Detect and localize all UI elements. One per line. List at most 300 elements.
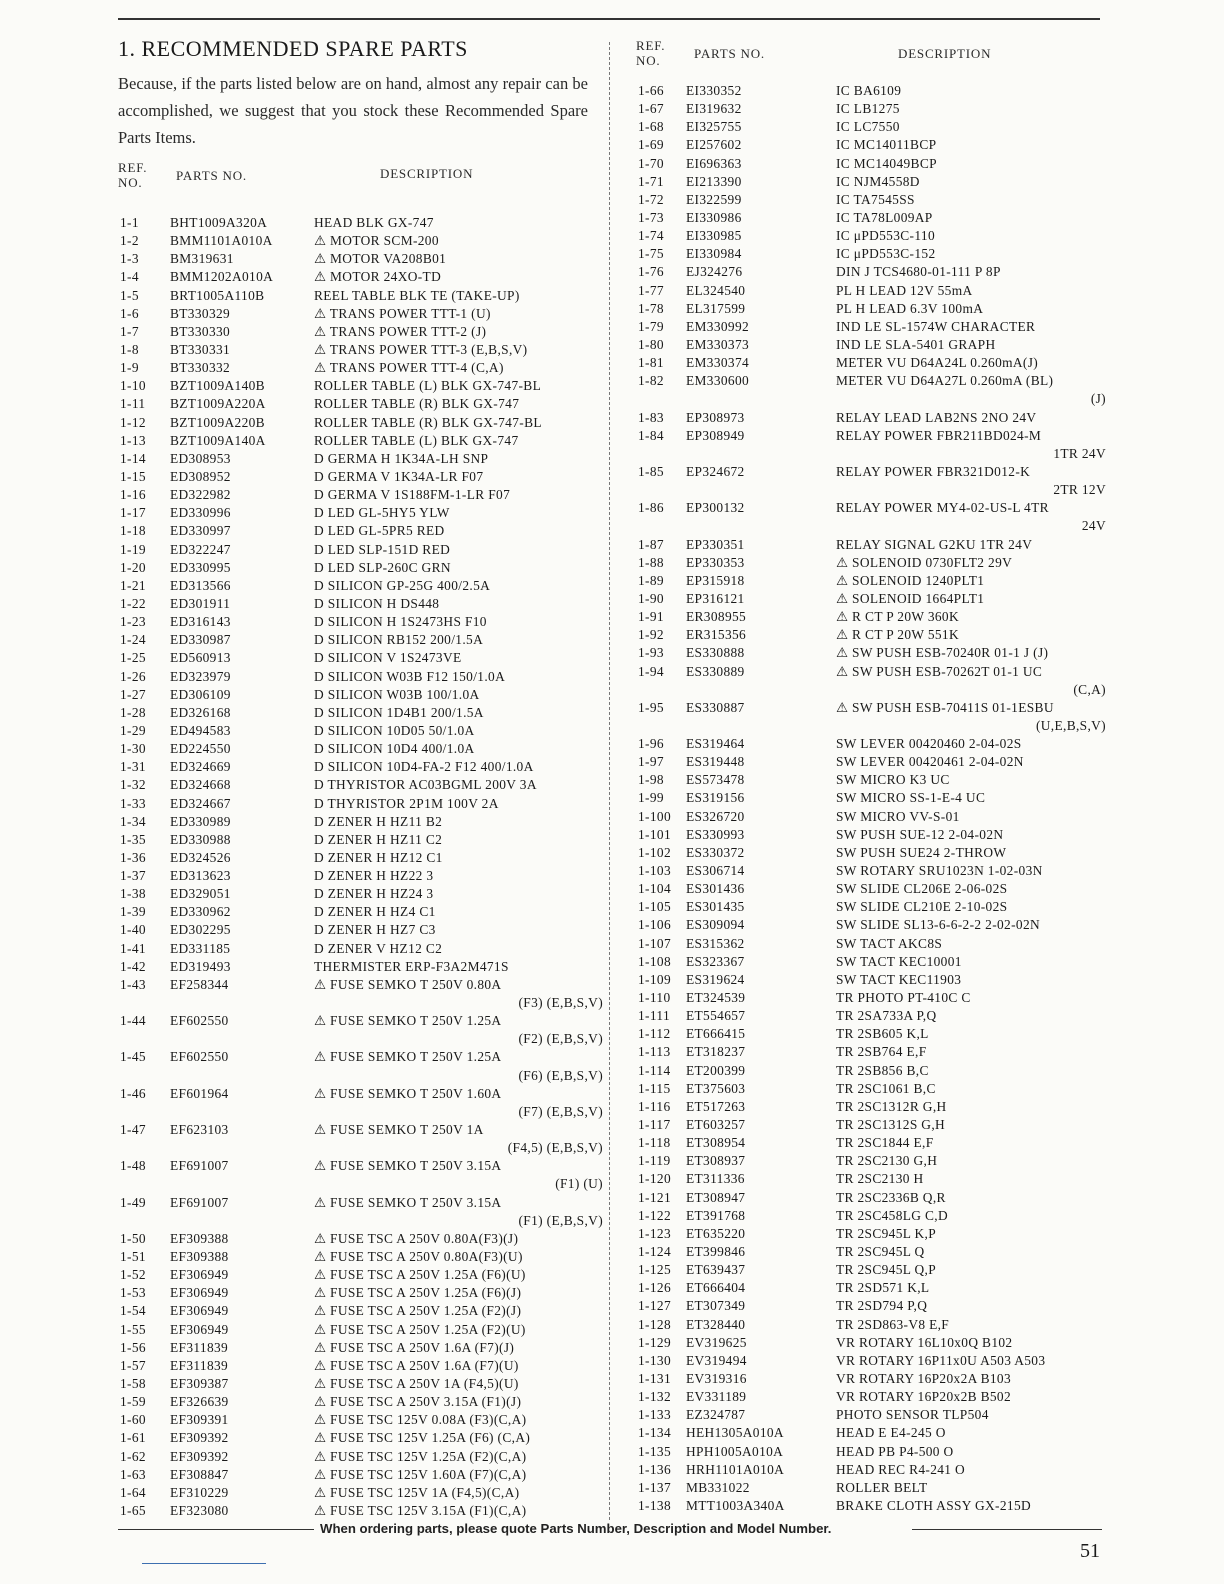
description-cell: IND LE SL-1574W CHARACTER [836, 318, 1036, 334]
header-description: DESCRIPTION [898, 46, 992, 61]
parts-no-cell: ET639437 [686, 1262, 746, 1278]
table-row [636, 1189, 1106, 1207]
table-row [118, 1429, 603, 1447]
ref-no-cell: 1-15 [120, 468, 146, 484]
table-row [118, 432, 603, 450]
ref-no-cell: 1-38 [120, 886, 146, 902]
parts-no-cell: EM330992 [686, 318, 750, 334]
description-cell: IC LC7550 [836, 119, 900, 135]
table-row [118, 232, 603, 250]
table-row [636, 1025, 1106, 1043]
ref-no-cell: 1-55 [120, 1321, 146, 1337]
header-parts-no: PARTS NO. [176, 168, 247, 183]
description-continuation: (F7) (E,B,S,V) [518, 1103, 603, 1119]
table-row [636, 608, 1106, 626]
ref-no-cell: 1-84 [638, 427, 664, 443]
parts-no-cell: EF309392 [170, 1448, 229, 1464]
parts-no-cell: BT330329 [170, 305, 231, 321]
table-row [636, 1134, 1106, 1152]
ref-no-cell: 1-116 [638, 1098, 671, 1114]
parts-no-cell: ET308954 [686, 1135, 746, 1151]
parts-no-cell: EM330373 [686, 336, 750, 352]
parts-no-cell: ED330997 [170, 523, 231, 539]
table-row [636, 1279, 1106, 1297]
table-row [118, 214, 603, 232]
table-row [636, 898, 1106, 916]
parts-no-cell: HPH1005A010A [686, 1443, 784, 1459]
ref-no-cell: 1-125 [638, 1262, 671, 1278]
table-row [118, 1248, 603, 1266]
parts-no-cell: ET391768 [686, 1207, 746, 1223]
parts-no-cell: ER308955 [686, 609, 747, 625]
parts-no-cell: EF323080 [170, 1502, 229, 1518]
parts-no-cell: EV319625 [686, 1334, 747, 1350]
table-row [118, 940, 603, 958]
parts-no-cell: EL317599 [686, 300, 746, 316]
parts-no-cell: BZT1009A140B [170, 378, 265, 394]
ref-no-cell: 1-68 [638, 119, 664, 135]
table-row [636, 463, 1106, 481]
table-row [636, 590, 1106, 608]
ref-no-cell: 1-34 [120, 813, 146, 829]
table-row [636, 753, 1106, 771]
table-row [118, 1085, 603, 1103]
table-row [118, 958, 603, 976]
table-row [118, 867, 603, 885]
parts-no-cell: EZ324787 [686, 1407, 746, 1423]
table-row [636, 1080, 1106, 1098]
parts-no-cell: BT330331 [170, 341, 231, 357]
ref-no-cell: 1-100 [638, 808, 671, 824]
table-row [636, 263, 1106, 281]
description-cell: TR 2SC2130 H [836, 1171, 924, 1187]
ref-no-cell: 1-130 [638, 1352, 671, 1368]
ref-no-cell: 1-54 [120, 1303, 146, 1319]
table-row [118, 1067, 603, 1085]
ref-no-cell: 1-46 [120, 1085, 146, 1101]
ref-no-cell: 1-65 [120, 1502, 146, 1518]
description-cell: ⚠ MOTOR VA208B01 [314, 251, 447, 267]
description-cell: D SILICON 10D4 400/1.0A [314, 741, 475, 757]
parts-no-cell: EF691007 [170, 1158, 229, 1174]
description-cell: SW TACT KEC10001 [836, 953, 962, 969]
description-cell: D ZENER H HZ7 C3 [314, 922, 436, 938]
description-cell: ⚠ MOTOR 24XO-TD [314, 269, 442, 285]
description-cell: D LED SLP-151D RED [314, 541, 451, 557]
table-row [118, 831, 603, 849]
ref-no-cell: 1-115 [638, 1080, 671, 1096]
ref-no-cell: 1-8 [120, 341, 139, 357]
description-cell: D SILICON GP-25G 400/2.5A [314, 577, 491, 593]
ref-no-cell: 1-56 [120, 1339, 146, 1355]
table-row [636, 1479, 1106, 1497]
table-header [118, 160, 603, 204]
description-cell: D THYRISTOR 2P1M 100V 2A [314, 795, 499, 811]
ref-no-cell: 1-13 [120, 432, 146, 448]
description-cell: SW LEVER 00420460 2-04-02S [836, 736, 1022, 752]
parts-no-cell: ED322247 [170, 541, 231, 557]
description-cell: D ZENER H HZ11 B2 [314, 813, 443, 829]
table-row [636, 82, 1106, 100]
parts-no-cell: ED324526 [170, 849, 231, 865]
description-cell: ⚠ FUSE TSC 125V 0.08A (F3)(C,A) [314, 1412, 527, 1428]
description-cell: TR 2SC1844 E,F [836, 1135, 934, 1151]
description-cell: TR 2SC2336B Q,R [836, 1189, 946, 1205]
description-cell: D GERMA V 1K34A-LR F07 [314, 468, 484, 484]
description-cell: SW MICRO SS-1-E-4 UC [836, 790, 986, 806]
ref-no-cell: 1-21 [120, 577, 146, 593]
parts-no-cell: BZT1009A220B [170, 414, 265, 430]
ref-no-cell: 1-112 [638, 1026, 671, 1042]
description-cell: SW PUSH SUE-12 2-04-02N [836, 826, 1004, 842]
table-row [118, 921, 603, 939]
description-cell: TR 2SD794 P,Q [836, 1298, 928, 1314]
table-row [636, 1370, 1106, 1388]
table-row [118, 813, 603, 831]
description-cell: D LED SLP-260C GRN [314, 559, 451, 575]
parts-no-cell: ES330993 [686, 826, 745, 842]
description-cell: TR 2SC1312R G,H [836, 1098, 947, 1114]
ref-no-cell: 1-17 [120, 505, 146, 521]
description-cell: ⚠ TRANS POWER TTT-1 (U) [314, 305, 491, 321]
description-cell: SW SLIDE CL206E 2-06-02S [836, 881, 1008, 897]
parts-no-cell: EF309391 [170, 1412, 229, 1428]
parts-no-cell: EF309388 [170, 1249, 229, 1265]
parts-no-cell: EV319316 [686, 1370, 747, 1386]
parts-no-cell: HEH1305A010A [686, 1425, 784, 1441]
ref-no-cell: 1-76 [638, 264, 664, 280]
parts-no-cell: EF306949 [170, 1285, 229, 1301]
parts-no-cell: ED331185 [170, 940, 231, 956]
ref-no-cell: 1-86 [638, 500, 664, 516]
description-cell: TR 2SC2130 G,H [836, 1153, 938, 1169]
description-cell: D SILICON H 1S2473HS F10 [314, 614, 487, 630]
description-cell: ⚠ R CT P 20W 360K [836, 609, 959, 625]
table-row [636, 1243, 1106, 1261]
footer-rule-left [118, 1529, 314, 1530]
table-row [118, 595, 603, 613]
ref-no-cell: 1-61 [120, 1430, 146, 1446]
description-cell: RELAY POWER FBR321D012-K [836, 463, 1031, 479]
description-cell: TR PHOTO PT-410C C [836, 990, 971, 1006]
parts-no-cell: ED330995 [170, 559, 231, 575]
description-cell: ⚠ FUSE SEMKO T 250V 1A [314, 1122, 484, 1138]
description-continuation: (F2) (E,B,S,V) [518, 1031, 603, 1047]
ref-no-cell: 1-121 [638, 1189, 671, 1205]
description-cell: SW MICRO VV-S-01 [836, 808, 960, 824]
ref-no-cell: 1-92 [638, 627, 664, 643]
ref-no-cell: 1-124 [638, 1244, 671, 1259]
parts-no-cell: BZT1009A140A [170, 432, 266, 448]
ref-no-cell: 1-59 [120, 1394, 146, 1410]
ref-no-cell: 1-120 [638, 1171, 671, 1187]
table-row [118, 994, 603, 1012]
ref-no-cell: 1-12 [120, 414, 146, 430]
parts-no-cell: EI330352 [686, 83, 742, 98]
top-rule [118, 18, 1100, 20]
table-row [636, 155, 1106, 173]
description-cell: D LED GL-5HY5 YLW [314, 505, 450, 521]
table-row [636, 844, 1106, 862]
description-continuation: 1TR 24V [1053, 445, 1106, 461]
description-cell: ⚠ SOLENOID 1664PLT1 [836, 590, 985, 606]
description-cell: TR 2SC945L K,P [836, 1225, 937, 1241]
description-cell: ⚠ FUSE SEMKO T 250V 1.25A [314, 1013, 502, 1029]
table-row [118, 1484, 603, 1502]
parts-no-cell: EI330986 [686, 209, 742, 225]
ref-no-cell: 1-19 [120, 541, 146, 557]
ref-no-cell: 1-117 [638, 1117, 671, 1133]
parts-no-cell: ED319493 [170, 958, 231, 974]
description-cell: TR 2SC1061 B,C [836, 1080, 936, 1096]
parts-no-cell: ES306714 [686, 863, 745, 879]
table-row [118, 1284, 603, 1302]
table-row [636, 554, 1106, 572]
parts-no-cell: EI325755 [686, 119, 742, 135]
ref-no-cell: 1-43 [120, 976, 146, 992]
description-cell: THERMISTER ERP-F3A2M471S [314, 958, 509, 974]
parts-no-cell: EF308847 [170, 1466, 229, 1482]
parts-no-cell: ED329051 [170, 886, 231, 902]
ref-no-cell: 1-27 [120, 686, 146, 702]
description-continuation: (U,E,B,S,V) [1035, 717, 1106, 733]
ref-no-cell: 1-93 [638, 645, 664, 661]
ref-no-cell: 1-69 [638, 137, 664, 153]
ref-no-cell: 1-83 [638, 409, 664, 425]
description-cell: HEAD E E4-245 O [836, 1425, 946, 1441]
parts-no-cell: EL324540 [686, 282, 746, 298]
ref-no-cell: 1-16 [120, 487, 146, 503]
ref-no-cell: 1-31 [120, 759, 146, 775]
ref-no-cell: 1-74 [638, 228, 664, 244]
description-continuation: (F3) (E,B,S,V) [518, 995, 603, 1011]
table-row [118, 1030, 603, 1048]
table-row [636, 953, 1106, 971]
table-row [118, 668, 603, 686]
ref-no-cell: 1-101 [638, 826, 671, 842]
table-row [118, 323, 603, 341]
table-row [118, 268, 603, 286]
parts-no-cell: ED308952 [170, 468, 231, 484]
parts-no-cell: ED322982 [170, 487, 231, 503]
table-row [118, 305, 603, 323]
description-cell: TR 2SD571 K,L [836, 1280, 930, 1296]
ref-no-cell: 1-70 [638, 155, 664, 171]
parts-no-cell: ET324539 [686, 990, 746, 1006]
ref-no-cell: 1-33 [120, 795, 146, 811]
table-row [636, 1170, 1106, 1188]
description-continuation: (F1) (E,B,S,V) [518, 1212, 603, 1228]
parts-no-cell: EI696363 [686, 155, 742, 171]
parts-no-cell: ES315362 [686, 935, 745, 951]
description-cell: ⚠ FUSE TSC 125V 1.60A (F7)(C,A) [314, 1466, 527, 1482]
table-row [636, 390, 1106, 408]
ref-no-cell: 1-63 [120, 1466, 146, 1482]
parts-no-cell: EP300132 [686, 500, 745, 516]
intro-paragraph: Because, if the parts listed below are on hand, almost any repair can be accomplished, we suggest that you stock these Recommended Spare Parts Items. [118, 74, 588, 147]
parts-no-cell: ES309094 [686, 917, 745, 933]
ref-no-cell: 1-85 [638, 463, 664, 479]
column-divider [609, 42, 610, 1520]
table-row [118, 1357, 603, 1375]
description-cell: PHOTO SENSOR TLP504 [836, 1407, 989, 1423]
ref-no-cell: 1-36 [120, 849, 146, 865]
ref-no-cell: 1-97 [638, 754, 664, 770]
parts-no-cell: EF310229 [170, 1484, 229, 1500]
description-cell: ROLLER TABLE (R) BLK GX-747-BL [314, 414, 542, 430]
ref-no-cell: 1-51 [120, 1249, 146, 1265]
description-continuation: (F4,5) (E,B,S,V) [507, 1140, 603, 1156]
ref-no-cell: 1-119 [638, 1153, 671, 1169]
parts-list [636, 82, 1106, 1515]
description-continuation: 2TR 12V [1053, 482, 1106, 498]
description-cell: HEAD REC R4-241 O [836, 1461, 966, 1477]
ref-no-cell: 1-6 [120, 305, 139, 321]
parts-no-cell: ES319624 [686, 971, 745, 987]
parts-no-cell: EF602550 [170, 1013, 229, 1029]
table-row [118, 758, 603, 776]
table-row [118, 1266, 603, 1284]
ref-no-cell: 1-77 [638, 282, 664, 298]
parts-no-cell: ET554657 [686, 1008, 746, 1024]
ref-no-cell: 1-99 [638, 790, 664, 806]
description-cell: IC LB1275 [836, 101, 900, 117]
ref-no-cell: 1-108 [638, 953, 671, 969]
description-cell: D THYRISTOR AC03BGML 200V 3A [314, 777, 537, 793]
ref-no-cell: 1-126 [638, 1280, 671, 1296]
table-row [636, 1316, 1106, 1334]
ref-no-cell: 1-104 [638, 881, 671, 897]
ref-no-cell: 1-78 [638, 300, 664, 316]
table-row [636, 1116, 1106, 1134]
ref-no-cell: 1-22 [120, 595, 146, 611]
description-cell: SW MICRO K3 UC [836, 772, 950, 788]
header-ref-no: REF. NO. [636, 38, 666, 68]
description-cell: ⚠ R CT P 20W 551K [836, 627, 959, 643]
table-row [636, 173, 1106, 191]
description-cell: SW TACT AKC8S [836, 935, 943, 951]
table-row [636, 771, 1106, 789]
parts-no-cell: EP308949 [686, 427, 745, 443]
header-parts-no: PARTS NO. [694, 46, 765, 61]
ref-no-cell: 1-41 [120, 940, 146, 956]
description-cell: SW SLIDE CL210E 2-10-02S [836, 899, 1008, 915]
parts-no-cell: ET517263 [686, 1098, 746, 1114]
ref-no-cell: 1-114 [638, 1062, 671, 1078]
table-row [636, 1098, 1106, 1116]
parts-no-cell: ES301436 [686, 881, 745, 897]
table-row [118, 613, 603, 631]
table-row [636, 644, 1106, 662]
parts-no-cell: EI330984 [686, 246, 742, 262]
parts-no-cell: ED224550 [170, 741, 231, 757]
parts-no-cell: ES330888 [686, 645, 745, 661]
parts-no-cell: EI257602 [686, 137, 742, 153]
ref-no-cell: 1-90 [638, 590, 664, 606]
ref-no-cell: 1-110 [638, 990, 671, 1006]
parts-no-cell: ED308953 [170, 450, 231, 466]
table-row [636, 499, 1106, 517]
table-row [636, 300, 1106, 318]
table-row [118, 287, 603, 305]
parts-no-cell: EF623103 [170, 1122, 229, 1138]
ref-no-cell: 1-82 [638, 373, 664, 389]
parts-no-cell: EF306949 [170, 1267, 229, 1283]
section-title: 1. RECOMMENDED SPARE PARTS [118, 36, 468, 61]
ref-no-cell: 1-89 [638, 572, 664, 588]
table-row [118, 559, 603, 577]
description-cell: D GERMA H 1K34A-LH SNP [314, 450, 489, 466]
description-cell: ⚠ FUSE TSC A 250V 1A (F4,5)(U) [314, 1376, 519, 1391]
description-cell: ⚠ FUSE SEMKO T 250V 3.15A [314, 1194, 502, 1210]
scan-mark [142, 1563, 266, 1564]
ref-no-cell: 1-60 [120, 1412, 146, 1428]
ref-no-cell: 1-96 [638, 736, 664, 752]
table-row [118, 486, 603, 504]
parts-no-cell: ED494583 [170, 722, 231, 738]
parts-no-cell: EF602550 [170, 1049, 229, 1065]
table-row [636, 735, 1106, 753]
ref-no-cell: 1-57 [120, 1357, 146, 1373]
description-cell: RELAY POWER MY4-02-US-L 4TR [836, 500, 1049, 516]
description-cell: SW ROTARY SRU1023N 1-02-03N [836, 863, 1043, 879]
description-cell: ROLLER TABLE (R) BLK GX-747 [314, 396, 520, 412]
table-row [118, 903, 603, 921]
parts-no-cell: ED330987 [170, 632, 231, 648]
ref-no-cell: 1-52 [120, 1267, 146, 1283]
table-row [636, 209, 1106, 227]
parts-no-cell: BT330332 [170, 360, 231, 376]
ref-no-cell: 1-3 [120, 251, 139, 267]
parts-no-cell: EP330351 [686, 536, 745, 552]
description-cell: ⚠ FUSE TSC A 250V 1.25A (F2)(U) [314, 1321, 526, 1337]
ref-no-cell: 1-9 [120, 360, 139, 376]
ref-no-cell: 1-113 [638, 1044, 671, 1060]
ref-no-cell: 1-128 [638, 1316, 671, 1332]
table-row [636, 1461, 1106, 1479]
table-row [636, 699, 1106, 717]
ref-no-cell: 1-62 [120, 1448, 146, 1464]
description-cell: ROLLER BELT [836, 1479, 928, 1495]
table-row [636, 626, 1106, 644]
description-cell: METER VU D64A27L 0.260mA (BL) [836, 373, 1054, 389]
table-row [636, 572, 1106, 590]
ref-no-cell: 1-67 [638, 101, 664, 117]
description-cell: ⚠ FUSE TSC A 250V 3.15A (F1)(J) [314, 1394, 522, 1410]
ref-no-cell: 1-75 [638, 246, 664, 262]
table-row [636, 1334, 1106, 1352]
ref-no-cell: 1-30 [120, 741, 146, 757]
table-row [118, 577, 603, 595]
parts-no-cell: BRT1005A110B [170, 287, 265, 303]
parts-no-cell: EF311839 [170, 1357, 229, 1373]
ref-no-cell: 1-87 [638, 536, 664, 552]
parts-no-cell: ET603257 [686, 1117, 746, 1133]
table-row [118, 1339, 603, 1357]
table-row [636, 808, 1106, 826]
ref-no-cell: 1-29 [120, 722, 146, 738]
parts-no-cell: EP308973 [686, 409, 745, 425]
ref-no-cell: 1-47 [120, 1122, 146, 1138]
table-row [118, 1157, 603, 1175]
parts-no-cell: ET635220 [686, 1225, 746, 1241]
description-cell: VR ROTARY 16L10x0Q B102 [836, 1334, 1013, 1350]
description-cell: METER VU D64A24L 0.260mA(J) [836, 355, 1039, 371]
page-number: 51 [1080, 1540, 1100, 1562]
table-row [118, 1103, 603, 1121]
ref-no-cell: 1-106 [638, 917, 671, 933]
description-cell: ⚠ FUSE SEMKO T 250V 1.25A [314, 1049, 502, 1065]
